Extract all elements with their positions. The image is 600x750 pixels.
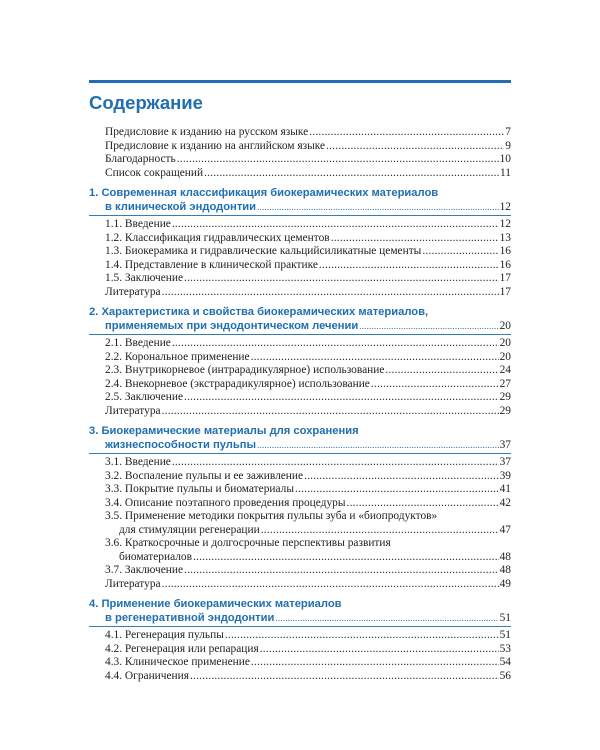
dot-leader bbox=[371, 378, 499, 392]
toc-entry-acknowledgements[interactable]: Благодарность ..... 10 bbox=[89, 153, 511, 167]
dot-leader bbox=[225, 629, 499, 643]
toc-entry-multiline[interactable]: 3.5. Применение методики покрытия пульпы зуба и «биопродуктов» для стимуляции регенерации ..... 47 bbox=[89, 510, 511, 537]
dot-leader bbox=[275, 612, 498, 626]
chapter-rule bbox=[89, 453, 511, 454]
chapter-2-heading[interactable]: 2. Характеристика и свойства биокерамических материалов, применяемых при эндодонтическом лечении ..... 20 bbox=[89, 305, 511, 333]
dot-leader bbox=[204, 167, 499, 181]
toc-entry[interactable]: 2.1. Введение ..... 20 bbox=[89, 337, 511, 351]
dot-leader bbox=[261, 524, 499, 538]
chapter-rule bbox=[89, 215, 511, 216]
dot-leader bbox=[193, 551, 499, 565]
chapter-1-heading[interactable]: 1. Современная классификация биокерамических материалов в клинической эндодонтии ..... 12 bbox=[89, 186, 511, 214]
dot-leader bbox=[347, 497, 499, 511]
toc-entry[interactable]: 4.3. Клиническое применение ..... 54 bbox=[89, 656, 511, 670]
dot-leader bbox=[359, 320, 498, 334]
dot-leader bbox=[162, 578, 499, 592]
dot-leader bbox=[172, 337, 499, 351]
dot-leader bbox=[184, 272, 499, 286]
toc-entry[interactable]: 2.4. Внекорневое (экстрарадикулярное) использование ..... 27 bbox=[89, 378, 511, 392]
dot-leader bbox=[177, 153, 499, 167]
chapter-4 bbox=[89, 597, 511, 683]
toc-entry[interactable]: 4.2. Регенерация или репарация ..... 53 bbox=[89, 643, 511, 657]
toc-entry[interactable]: 1.1. Введение ..... 12 bbox=[89, 218, 511, 232]
chapter-2 bbox=[89, 305, 511, 418]
dot-leader bbox=[162, 405, 499, 419]
toc-entry[interactable]: 1.5. Заключение ..... 17 bbox=[89, 272, 511, 286]
chapter-rule bbox=[89, 334, 511, 335]
dot-leader bbox=[304, 470, 499, 484]
toc-entry[interactable]: 1.2. Классификация гидравлических цементов ..... 13 bbox=[89, 232, 511, 246]
dot-leader bbox=[331, 232, 499, 246]
toc-entry[interactable]: 3.2. Воспаление пульпы и ее заживление ..... 39 bbox=[89, 470, 511, 484]
toc-entry[interactable]: 3.3. Покрытие пульпы и биоматериалы ..... 41 bbox=[89, 483, 511, 497]
chapter-1 bbox=[89, 186, 511, 299]
toc-entry[interactable]: 2.2. Корональное применение ..... 20 bbox=[89, 351, 511, 365]
dot-leader bbox=[385, 364, 498, 378]
dot-leader bbox=[162, 286, 499, 300]
toc-entry-preface-en[interactable]: Предисловие к изданию на английском языке ..... 9 bbox=[89, 140, 511, 154]
toc-entry[interactable]: 4.1. Регенерация пульпы ..... 51 bbox=[89, 629, 511, 643]
chapter-rule bbox=[89, 626, 511, 627]
chapter-3 bbox=[89, 424, 511, 591]
header-rule bbox=[89, 80, 511, 83]
toc-entry[interactable]: 3.1. Введение ..... 37 bbox=[89, 456, 511, 470]
toc-entry[interactable]: 2.5. Заключение ..... 29 bbox=[89, 391, 511, 405]
dot-leader bbox=[309, 126, 504, 140]
dot-leader bbox=[295, 483, 499, 497]
toc-entry[interactable]: 4.4. Ограничения ..... 56 bbox=[89, 670, 511, 684]
chapter-3-heading[interactable]: 3. Биокерамические материалы для сохранения жизнеспособности пульпы ..... 37 bbox=[89, 424, 511, 452]
toc-entry[interactable]: 3.7. Заключение ..... 48 bbox=[89, 564, 511, 578]
toc-entry[interactable]: 1.3. Биокерамика и гидравлические кальцийсиликатные цементы ..... 16 bbox=[89, 245, 511, 259]
table-of-contents bbox=[89, 126, 511, 683]
toc-entry-multiline[interactable]: 3.6. Краткосрочные и долгосрочные перспективы развития биоматериалов ..... 48 bbox=[89, 537, 511, 564]
toc-entry[interactable]: 3.4. Описание поэтапного проведения процедуры ..... 42 bbox=[89, 497, 511, 511]
dot-leader bbox=[326, 140, 504, 154]
dot-leader bbox=[251, 656, 499, 670]
chapter-4-heading[interactable]: 4. Применение биокерамических материалов в регенеративной эндодонтии ..... 51 bbox=[89, 597, 511, 625]
dot-leader bbox=[319, 259, 499, 273]
dot-leader bbox=[251, 351, 499, 365]
dot-leader bbox=[184, 564, 499, 578]
toc-entry[interactable]: 2.3. Внутрикорневое (интрарадикулярное) использование ..... 24 bbox=[89, 364, 511, 378]
dot-leader bbox=[190, 670, 499, 684]
page-title: Содержание bbox=[89, 92, 203, 113]
dot-leader bbox=[172, 218, 499, 232]
dot-leader bbox=[257, 439, 499, 453]
toc-entry-abbreviations[interactable]: Список сокращений ..... 11 bbox=[89, 167, 511, 181]
toc-entry[interactable]: 1.4. Представление в клинической практике ..... 16 bbox=[89, 259, 511, 273]
dot-leader bbox=[172, 456, 499, 470]
dot-leader bbox=[184, 391, 499, 405]
front-matter bbox=[89, 126, 511, 180]
toc-entry[interactable]: Литература ..... 29 bbox=[89, 405, 511, 419]
toc-entry-preface-ru[interactable]: Предисловие к изданию на русском языке ..... 7 bbox=[89, 126, 511, 140]
dot-leader bbox=[257, 201, 499, 215]
toc-entry[interactable]: Литература ..... 49 bbox=[89, 578, 511, 592]
toc-entry[interactable]: Литература ..... 17 bbox=[89, 286, 511, 300]
dot-leader bbox=[260, 643, 499, 657]
dot-leader bbox=[422, 245, 498, 259]
